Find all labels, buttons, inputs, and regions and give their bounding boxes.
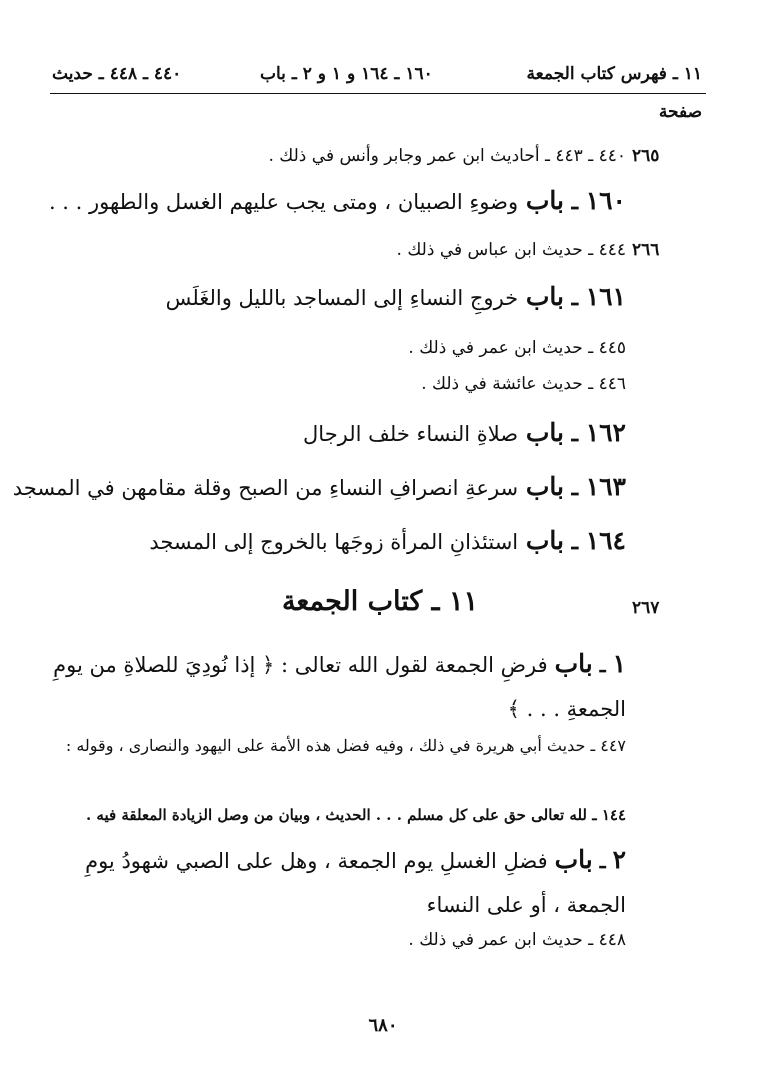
chapter-number: ١٦٣: [585, 472, 626, 501]
chapter-heading: ١ ـ باب فرضِ الجمعة لقول الله تعالى : ﴿ إذا نُودِيَ للصلاةِ من يومِ الجمعةِ . . . ﴾: [53, 649, 626, 721]
chapter-number: ١٦٢: [585, 418, 626, 447]
chapter-keyword: باب: [525, 282, 564, 311]
chapter-title: خروجِ النساءِ إلى المساجد بالليل والغَلَس: [165, 286, 519, 310]
chapter-keyword: باب: [525, 186, 564, 215]
chapter-heading: ١٦٢ ـ باب صلاةِ النساء خلف الرجال: [303, 418, 626, 447]
hadith-entry: ٤٤٦ ـ حديث عائشة في ذلك .: [421, 374, 626, 394]
hadith-entry: ٤٤٠ ـ ٤٤٣ ـ أحاديث ابن عمر وجابر وأنس في ذلك .: [268, 146, 626, 166]
page-number: ٢٦٦: [632, 240, 660, 260]
header-hadith-range: ٤٤٠ ـ ٤٤٨ ـ حديث: [52, 64, 182, 84]
chapter-number: ١: [612, 649, 626, 678]
chapter-heading: ١٦١ ـ باب خروجِ النساءِ إلى المساجد بالليل والغَلَس: [165, 282, 626, 311]
page-number: ٢٦٥: [632, 146, 660, 166]
chapter-title: فرضِ الجمعة لقول الله تعالى : ﴿ إذا نُودِيَ للصلاةِ من يومِ الجمعةِ . . . ﴾: [53, 653, 626, 721]
chapter-heading: ١٦٤ ـ باب استئذانِ المرأة زوجَها بالخروج إلى المسجد: [149, 526, 626, 555]
chapter-heading: ٢ ـ باب فضلِ الغسلِ يوم الجمعة ، وهل على الصبي شهودُ يومِ الجمعة ، أو على النساء: [85, 845, 626, 917]
chapter-number: ٢: [612, 845, 626, 874]
chapter-title: سرعةِ انصرافِ النساءِ من الصبح وقلة مقامهن في المسجد: [12, 476, 519, 500]
chapter-title: استئذانِ المرأة زوجَها بالخروج إلى المسجد: [149, 530, 519, 554]
chapter-keyword: باب: [525, 526, 564, 555]
page-footer-number: ٦٨٠: [368, 1015, 398, 1036]
header-running-title: ١١ ـ فهرس كتاب الجمعة: [526, 64, 702, 84]
chapter-number: ١٦٠: [585, 186, 626, 215]
chapter-heading: ١٦٣ ـ باب سرعةِ انصرافِ النساءِ من الصبح وقلة مقامهن في المسجد: [12, 472, 626, 501]
hadith-entry: ٤٤٧ ـ حديث أبي هريرة في ذلك ، وفيه فضل هذه الأمة على اليهود والنصارى ، وقوله :: [65, 736, 626, 755]
hadith-entry: ٤٤٥ ـ حديث ابن عمر في ذلك .: [408, 338, 626, 358]
chapter-keyword: باب: [525, 472, 564, 501]
page-column-label: صفحة: [658, 102, 702, 122]
chapter-title: فضلِ الغسلِ يوم الجمعة ، وهل على الصبي شهودُ يومِ الجمعة ، أو على النساء: [85, 849, 626, 917]
chapter-keyword: باب: [554, 845, 593, 874]
chapter-number: ١٦١: [585, 282, 626, 311]
chapter-keyword: باب: [554, 649, 593, 678]
chapter-title: صلاةِ النساء خلف الرجال: [303, 422, 519, 446]
header-rule: [50, 93, 706, 94]
hadith-entry: ١٤٤ ـ لله تعالى حق على كل مسلم . . . الحديث ، وبيان من وصل الزيادة المعلقة فيه .: [85, 806, 626, 824]
chapter-keyword: باب: [525, 418, 564, 447]
chapter-title: وضوءِ الصبيان ، ومتى يجب عليهم الغسل والطهور . . .: [48, 190, 519, 214]
hadith-entry: ٤٤٨ ـ حديث ابن عمر في ذلك .: [408, 930, 626, 950]
chapter-number: ١٦٤: [585, 526, 626, 555]
book-heading: ١١ ـ كتاب الجمعة: [281, 586, 478, 617]
page-number: ٢٦٧: [632, 598, 660, 618]
chapter-heading: ١٦٠ ـ باب وضوءِ الصبيان ، ومتى يجب عليهم الغسل والطهور . . .: [48, 186, 626, 215]
hadith-entry: ٤٤٤ ـ حديث ابن عباس في ذلك .: [396, 240, 626, 260]
header-section-range: ١٦٠ ـ ١٦٤ و ١ و ٢ ـ باب: [260, 64, 433, 84]
